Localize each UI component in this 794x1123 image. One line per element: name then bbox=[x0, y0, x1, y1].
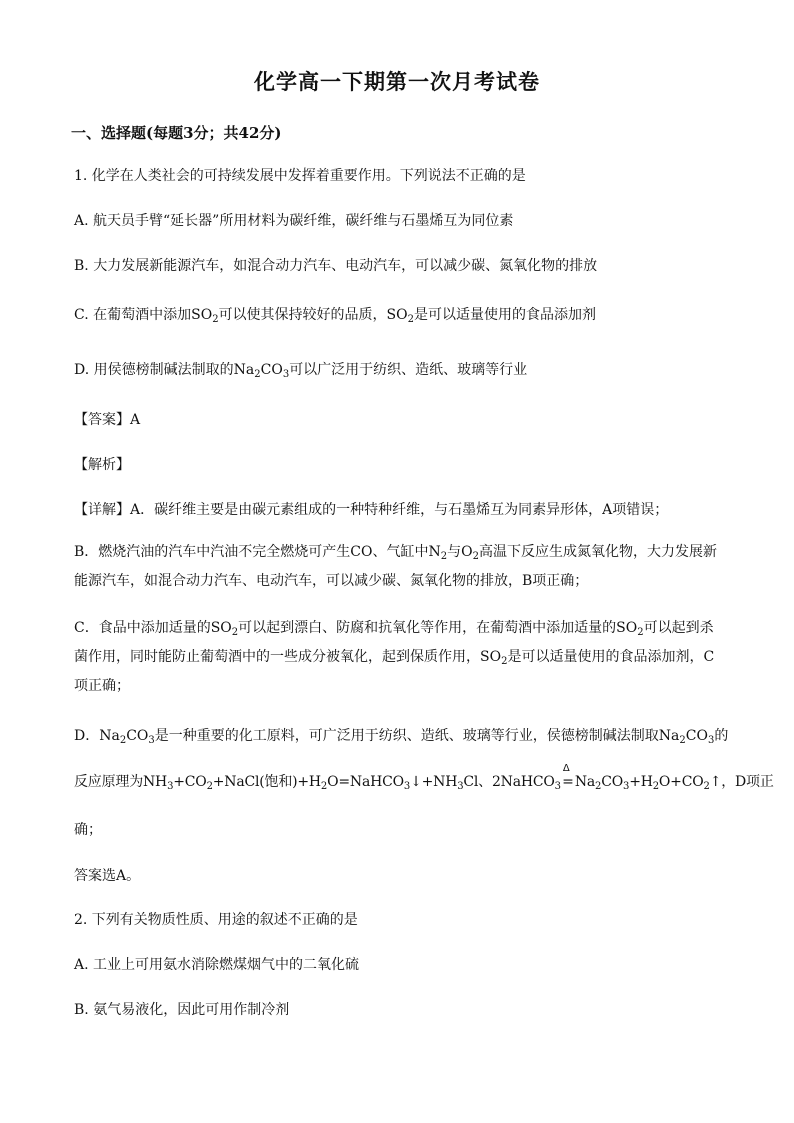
reaction-part: +H bbox=[629, 774, 653, 790]
q1-answer: 【答案】A bbox=[74, 412, 141, 428]
subscript: 2 bbox=[595, 781, 602, 792]
reaction-part: Cl、2NaHCO bbox=[463, 774, 555, 790]
q2-option-a: A. 工业上可用氨水消除燃煤烟气中的二氧化硫 bbox=[74, 957, 360, 973]
q1-option-c-part1: C. 在葡萄酒中添加SO bbox=[74, 307, 213, 323]
subscript: 2 bbox=[231, 627, 239, 638]
reaction-part: O+CO bbox=[658, 774, 704, 790]
q1-option-d-part3: 可以广泛用于纺织、造纸、玻璃等行业 bbox=[289, 362, 528, 378]
q1-reaction-end: 确； bbox=[74, 822, 102, 838]
subscript: 2 bbox=[206, 781, 213, 792]
reaction-part: O=NaHCO bbox=[327, 774, 404, 790]
reaction-part: 反应原理为NH bbox=[74, 774, 168, 790]
subscript: 2 bbox=[652, 781, 659, 792]
page-title: 化学高一下期第一次月考试卷 bbox=[254, 69, 540, 94]
subscript: 2 bbox=[703, 781, 710, 792]
q1-detail-d bbox=[74, 726, 729, 746]
q1-reaction-equation bbox=[74, 763, 774, 792]
q1-stem: 1. 化学在人类社会的可持续发展中发挥着重要作用。下列说法不正确的是 bbox=[74, 168, 526, 184]
subscript: 3 bbox=[167, 781, 174, 792]
q1-detail-b bbox=[74, 538, 724, 596]
subscript: 2 bbox=[320, 781, 328, 792]
q1-option-c-part2: 可以使其保持较好的品质，SO bbox=[218, 307, 408, 323]
section-heading: 一、选择题(每题3分；共42分) bbox=[71, 124, 282, 142]
subscript: 3 bbox=[707, 735, 715, 746]
q1-option-b: B. 大力发展新能源汽车，如混合动力汽车、电动汽车，可以减少碳、氮氧化物的排放 bbox=[74, 258, 598, 274]
q1-detail-d-part4: CO bbox=[685, 728, 708, 744]
q1-detail-d-part5: 的 bbox=[714, 728, 729, 744]
reaction-part: +CO bbox=[173, 774, 207, 790]
q1-detail-c-part4: 是可以适量使用的食品添加剂，C项正确； bbox=[74, 649, 715, 694]
subscript: 3 bbox=[554, 781, 561, 792]
q1-analysis-label: 【解析】 bbox=[74, 457, 130, 473]
subscript: 3 bbox=[623, 781, 630, 792]
reaction-part: +NaCl(饱和)+H bbox=[212, 774, 321, 790]
q2-option-b: B. 氨气易液化，因此可用作制冷剂 bbox=[74, 1002, 290, 1018]
subscript: 3 bbox=[457, 781, 464, 792]
subscript: 2 bbox=[440, 551, 448, 562]
subscript: 3 bbox=[148, 735, 155, 746]
q1-detail-c-part1: C．食品中添加适量的SO bbox=[74, 620, 232, 636]
q1-detail-a: 【详解】A．碳纤维主要是由碳元素组成的一种特种纤维，与石墨烯互为同素异形体，A项错误； bbox=[74, 502, 669, 518]
q1-option-d bbox=[74, 360, 724, 380]
subscript: 2 bbox=[212, 314, 219, 325]
subscript: 2 bbox=[679, 735, 686, 746]
equals-sign: = bbox=[562, 774, 574, 790]
q1-detail-d-part1: D．Na bbox=[74, 728, 120, 744]
q1-detail-b-part1: B．燃烧汽油的汽车中汽油不完全燃烧可产生CO、气缸中N bbox=[74, 544, 441, 560]
subscript: 2 bbox=[119, 735, 127, 746]
q1-detail-c-part3: 可以起到杀菌作用，同时能防止葡萄酒中的一些成分被氧化，起到保质作用，SO bbox=[74, 620, 714, 665]
q1-detail-d-part2: CO bbox=[126, 728, 149, 744]
q1-option-c bbox=[74, 305, 724, 325]
subscript: 3 bbox=[282, 369, 290, 380]
subscript: 2 bbox=[637, 627, 644, 638]
reaction-part: ↓+NH bbox=[410, 774, 458, 790]
q1-detail-c-part2: 可以起到漂白、防腐和抗氧化等作用，在葡萄酒中添加适量的SO bbox=[238, 620, 638, 636]
subscript: 3 bbox=[403, 781, 411, 792]
subscript: 2 bbox=[472, 551, 479, 562]
subscript: 2 bbox=[254, 369, 261, 380]
reaction-part: Na bbox=[574, 774, 596, 790]
q1-option-a: A. 航天员手臂“延长器”所用材料为碳纤维，碳纤维与石墨烯互为同位素 bbox=[74, 213, 514, 229]
reaction-part: ↑，D项正 bbox=[709, 774, 774, 790]
q1-conclusion: 答案选A。 bbox=[74, 868, 141, 884]
q1-option-d-part2: CO bbox=[260, 362, 283, 378]
reaction-part: CO bbox=[601, 774, 624, 790]
q2-stem: 2. 下列有关物质性质、用途的叙述不正确的是 bbox=[74, 912, 358, 928]
q1-detail-d-part3: 是一种重要的化工原料，可广泛用于纺织、造纸、玻璃等行业，侯德榜制碱法制取Na bbox=[154, 728, 680, 744]
q1-detail-b-part2: 与O bbox=[447, 544, 473, 560]
q1-detail-c bbox=[74, 614, 724, 701]
heating-equals-sign bbox=[561, 763, 575, 792]
subscript: 2 bbox=[407, 314, 415, 325]
q1-detail-b-part3: 高温下反应生成氮氧化物，大力发展新能源汽车，如混合动力汽车、电动汽车，可以减少碳、氮氧化物的排放，B项正确； bbox=[74, 544, 717, 589]
heating-triangle-icon: Δ bbox=[562, 763, 570, 774]
subscript: 2 bbox=[501, 656, 508, 667]
q1-option-c-part3: 是可以适量使用的食品添加剂 bbox=[414, 307, 597, 323]
q1-option-d-part1: D. 用侯德榜制碱法制取的Na bbox=[74, 362, 255, 378]
